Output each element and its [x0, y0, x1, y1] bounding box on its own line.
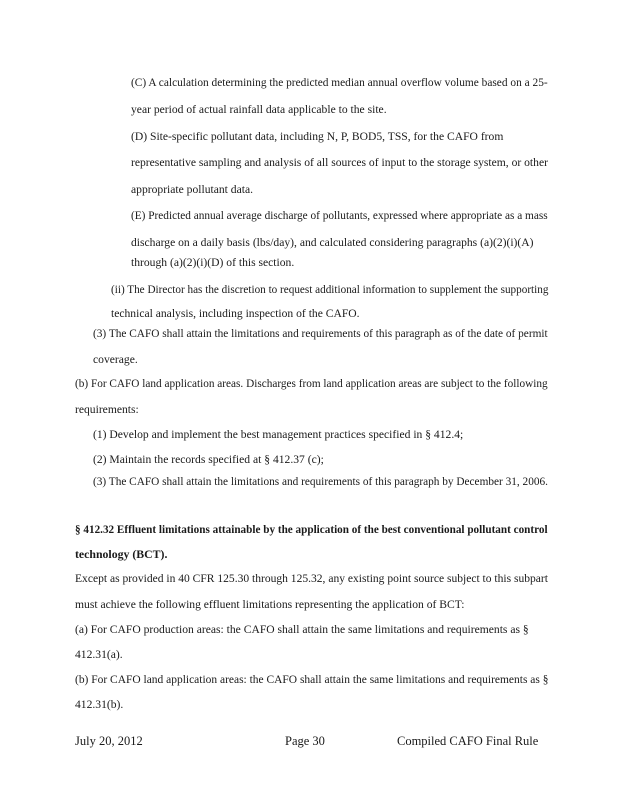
text-line: (2) Maintain the records specified at § 412.37 (c); — [93, 453, 324, 466]
footer-page-number: Page 30 — [285, 734, 325, 748]
text-line: (C) A calculation determining the predicted median annual overflow volume based on a 25- — [131, 76, 548, 89]
footer-document-title: Compiled CAFO Final Rule — [397, 734, 539, 748]
text-line: (1) Develop and implement the best management practices specified in § 412.4; — [93, 428, 464, 441]
section-heading: technology (BCT). — [75, 547, 168, 561]
text-line: appropriate pollutant data. — [131, 183, 254, 196]
text-line: through (a)(2)(i)(D) of this section. — [131, 256, 295, 269]
text-line: 412.31(b). — [75, 698, 124, 711]
text-line: (b) For CAFO land application areas. Discharges from land application areas are subject to the following — [75, 377, 548, 390]
text-line: (3) The CAFO shall attain the limitations and requirements of this paragraph as of the date of permit — [93, 327, 548, 340]
text-line: technical analysis, including inspection of the CAFO. — [111, 307, 360, 320]
text-line: (b) For CAFO land application areas: the CAFO shall attain the same limitations and requirements as § — [75, 673, 549, 686]
text-line: representative sampling and analysis of all sources of input to the storage system, or other — [131, 156, 548, 169]
text-line: (3) The CAFO shall attain the limitations and requirements of this paragraph by December 31, 2006. — [93, 475, 548, 488]
section-heading: § 412.32 Effluent limitations attainable by the application of the best conventional pollutant control — [75, 522, 548, 536]
text-line: (a) For CAFO production areas: the CAFO shall attain the same limitations and requirements as § — [75, 623, 529, 636]
text-line: requirements: — [75, 403, 139, 416]
footer-date: July 20, 2012 — [75, 734, 143, 748]
text-line: discharge on a daily basis (lbs/day), and calculated considering paragraphs (a)(2)(i)(A) — [131, 236, 534, 249]
text-line: (D) Site-specific pollutant data, including N, P, BOD5, TSS, for the CAFO from — [131, 130, 504, 143]
text-line: (ii) The Director has the discretion to request additional information to supplement the supporting — [111, 283, 549, 296]
text-line: year period of actual rainfall data applicable to the site. — [131, 103, 387, 116]
text-line: 412.31(a). — [75, 648, 123, 661]
text-line: (E) Predicted annual average discharge of pollutants, expressed where appropriate as a mass — [131, 209, 548, 222]
text-line: coverage. — [93, 353, 138, 366]
text-line: Except as provided in 40 CFR 125.30 through 125.32, any existing point source subject to this subpart — [75, 572, 548, 585]
text-line: must achieve the following effluent limitations representing the application of BCT: — [75, 598, 465, 611]
